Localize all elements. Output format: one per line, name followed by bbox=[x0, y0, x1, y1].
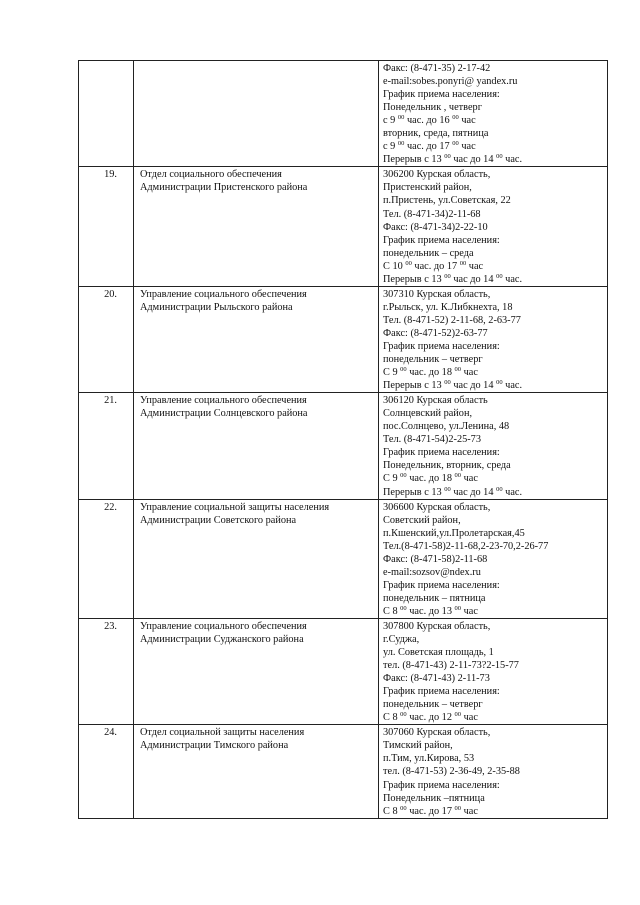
table-row bbox=[79, 499, 608, 618]
institution-name bbox=[134, 286, 379, 392]
contact-info-line: ул. Советская площадь, 1 bbox=[383, 647, 494, 659]
contact-info-line: тел. (8-471-43) 2-11-73?2-15-77 bbox=[383, 660, 519, 672]
row-number: 20. bbox=[79, 286, 134, 392]
institution-name bbox=[134, 61, 379, 167]
contact-info bbox=[379, 618, 608, 724]
contact-info-line: Тимский район, bbox=[383, 740, 453, 752]
contact-info bbox=[379, 167, 608, 286]
contact-info-line: e-mail:sozsov@ndex.ru bbox=[383, 566, 481, 578]
contact-info-line: 306200 Курская область, bbox=[383, 169, 491, 181]
contact-info-line: с 9 $^{00}$ час. до 16 $^{00}$ час bbox=[383, 114, 476, 127]
institution-name-line: Управление социального обеспечения bbox=[140, 620, 307, 632]
contact-info bbox=[379, 725, 608, 818]
contact-info bbox=[379, 499, 608, 618]
contact-info-line: Понедельник –пятница bbox=[383, 792, 485, 804]
institution-name-line: Управление социального обеспечения bbox=[140, 288, 307, 300]
contact-info-line: Пристенский район, bbox=[383, 182, 472, 194]
contact-info-line: С 10 $^{00}$ час. до 17 $^{00}$ час bbox=[383, 259, 484, 272]
institution-name-line: Администрации Рыльского района bbox=[140, 301, 293, 313]
institution-name bbox=[134, 618, 379, 724]
contact-info-line: С 8 $^{00}$ час. до 12 $^{00}$ час bbox=[383, 711, 478, 724]
contact-info-line: Понедельник, вторник, среда bbox=[383, 460, 511, 472]
contact-info-line: Понедельник , четверг bbox=[383, 102, 482, 114]
contact-info-line: Перерыв с 13 $^{00}$ час до 14 $^{00}$ час. bbox=[383, 272, 523, 285]
contact-info-line: График приема населения: bbox=[383, 89, 500, 101]
contact-info-line: 307060 Курская область, bbox=[383, 727, 491, 739]
contact-info-line: С 8 $^{00}$ час. до 17 $^{00}$ час bbox=[383, 804, 478, 817]
contact-info-line: Солнцевский район, bbox=[383, 408, 473, 420]
contact-info-line: понедельник – пятница bbox=[383, 592, 486, 604]
table-row bbox=[79, 167, 608, 286]
row-number: 21. bbox=[79, 393, 134, 499]
contact-info bbox=[379, 393, 608, 499]
contact-info-line: С 9 $^{00}$ час. до 18 $^{00}$ час bbox=[383, 366, 478, 379]
contact-info-line: Тел.(8-471-58)2-11-68,2-23-70,2-26-77 bbox=[383, 540, 549, 552]
contact-info-line: понедельник – четверг bbox=[383, 699, 483, 711]
institution-name-line: Администрации Советского района bbox=[140, 514, 297, 526]
table-row bbox=[79, 725, 608, 818]
contact-info-line: Советский район, bbox=[383, 514, 461, 526]
contact-info-line: понедельник – среда bbox=[383, 247, 474, 259]
contact-info-line: Тел. (8-471-34)2-11-68 bbox=[383, 208, 481, 220]
contact-info-line: г.Суджа, bbox=[383, 634, 420, 646]
contact-info-line: График приема населения: bbox=[383, 340, 500, 352]
contact-info-line: Факс: (8-471-52)2-63-77 bbox=[383, 327, 488, 339]
row-number: 19. bbox=[79, 167, 134, 286]
contact-info-line: Факс: (8-471-58)2-11-68 bbox=[383, 553, 488, 565]
contact-info-line: Факс: (8-471-35) 2-17-42 bbox=[383, 63, 491, 74]
institution-name bbox=[134, 167, 379, 286]
contact-info-line: п.Кшенский,ул.Пролетарская,45 bbox=[383, 527, 525, 539]
contact-info-line: 307800 Курская область, bbox=[383, 620, 491, 632]
contact-info-line: 306120 Курская область bbox=[383, 395, 488, 407]
institutions-table bbox=[78, 60, 608, 819]
institution-name-line: Администрации Тимского района bbox=[140, 740, 289, 752]
table-row bbox=[79, 61, 608, 167]
contact-info-line: 307310 Курская область, bbox=[383, 288, 491, 300]
contact-info-line: 306600 Курская область, bbox=[383, 501, 491, 513]
institution-name bbox=[134, 499, 379, 618]
institution-name-line: Администрации Суджанского района bbox=[140, 634, 304, 646]
contact-info-line: Перерыв с 13 $^{00}$ час до 14 $^{00}$ час. bbox=[383, 153, 523, 166]
contact-info-line: Факс: (8-471-43) 2-11-73 bbox=[383, 673, 490, 685]
contact-info-line: С 9 $^{00}$ час. до 18 $^{00}$ час bbox=[383, 472, 478, 485]
contact-info-line: График приема населения: bbox=[383, 234, 500, 246]
contact-info-line: пос.Солнцево, ул.Ленина, 48 bbox=[383, 421, 510, 433]
contact-info-line: п.Пристень, ул.Советская, 22 bbox=[383, 195, 511, 207]
table-row bbox=[79, 618, 608, 724]
institution-name bbox=[134, 393, 379, 499]
institution-name-line: Администрации Пристенского района bbox=[140, 182, 308, 194]
row-number bbox=[79, 61, 134, 167]
contact-info-line: График приема населения: bbox=[383, 686, 500, 698]
contact-info-line: Перерыв с 13 $^{00}$ час до 14 $^{00}$ час. bbox=[383, 485, 523, 498]
institution-name-line: Администрации Солнцевского района bbox=[140, 408, 308, 420]
contact-info-line: С 8 $^{00}$ час. до 13 $^{00}$ час bbox=[383, 604, 478, 617]
row-number: 23. bbox=[79, 618, 134, 724]
contact-info-line: Факс: (8-471-34)2-22-10 bbox=[383, 221, 488, 233]
contact-info-line: п.Тим, ул.Кирова, 53 bbox=[383, 753, 475, 765]
institution-name-line: Управление социальной защиты населения bbox=[140, 501, 330, 513]
contact-info-line: График приема населения: bbox=[383, 447, 500, 459]
contact-info-line: с 9 $^{00}$ час. до 17 $^{00}$ час bbox=[383, 140, 476, 153]
contact-info-line: График приема населения: bbox=[383, 779, 500, 791]
row-number: 24. bbox=[79, 725, 134, 818]
institution-name-line: Отдел социальной защиты населения bbox=[140, 727, 305, 739]
institution-name bbox=[134, 725, 379, 818]
contact-info-line: Тел. (8-471-54)2-25-73 bbox=[383, 434, 481, 446]
contact-info-line: e-mail:sobes.ponyri@ yandex.ru bbox=[383, 76, 518, 88]
contact-info-line: Перерыв с 13 $^{00}$ час до 14 $^{00}$ час. bbox=[383, 379, 523, 392]
contact-info-line: Тел. (8-471-52) 2-11-68, 2-63-77 bbox=[383, 314, 521, 326]
contact-info bbox=[379, 286, 608, 392]
institution-name-line: Отдел социального обеспечения bbox=[140, 169, 282, 181]
table-row bbox=[79, 393, 608, 499]
institution-name-line: Управление социального обеспечения bbox=[140, 395, 307, 407]
contact-info bbox=[379, 61, 608, 167]
table-row bbox=[79, 286, 608, 392]
contact-info-line: тел. (8-471-53) 2-36-49, 2-35-88 bbox=[383, 766, 520, 778]
row-number: 22. bbox=[79, 499, 134, 618]
contact-info-line: понедельник – четверг bbox=[383, 354, 483, 366]
contact-info-line: г.Рыльск, ул. К.Либкнехта, 18 bbox=[383, 301, 513, 313]
contact-info-line: вторник, среда, пятница bbox=[383, 128, 489, 140]
contact-info-line: График приема населения: bbox=[383, 579, 500, 591]
